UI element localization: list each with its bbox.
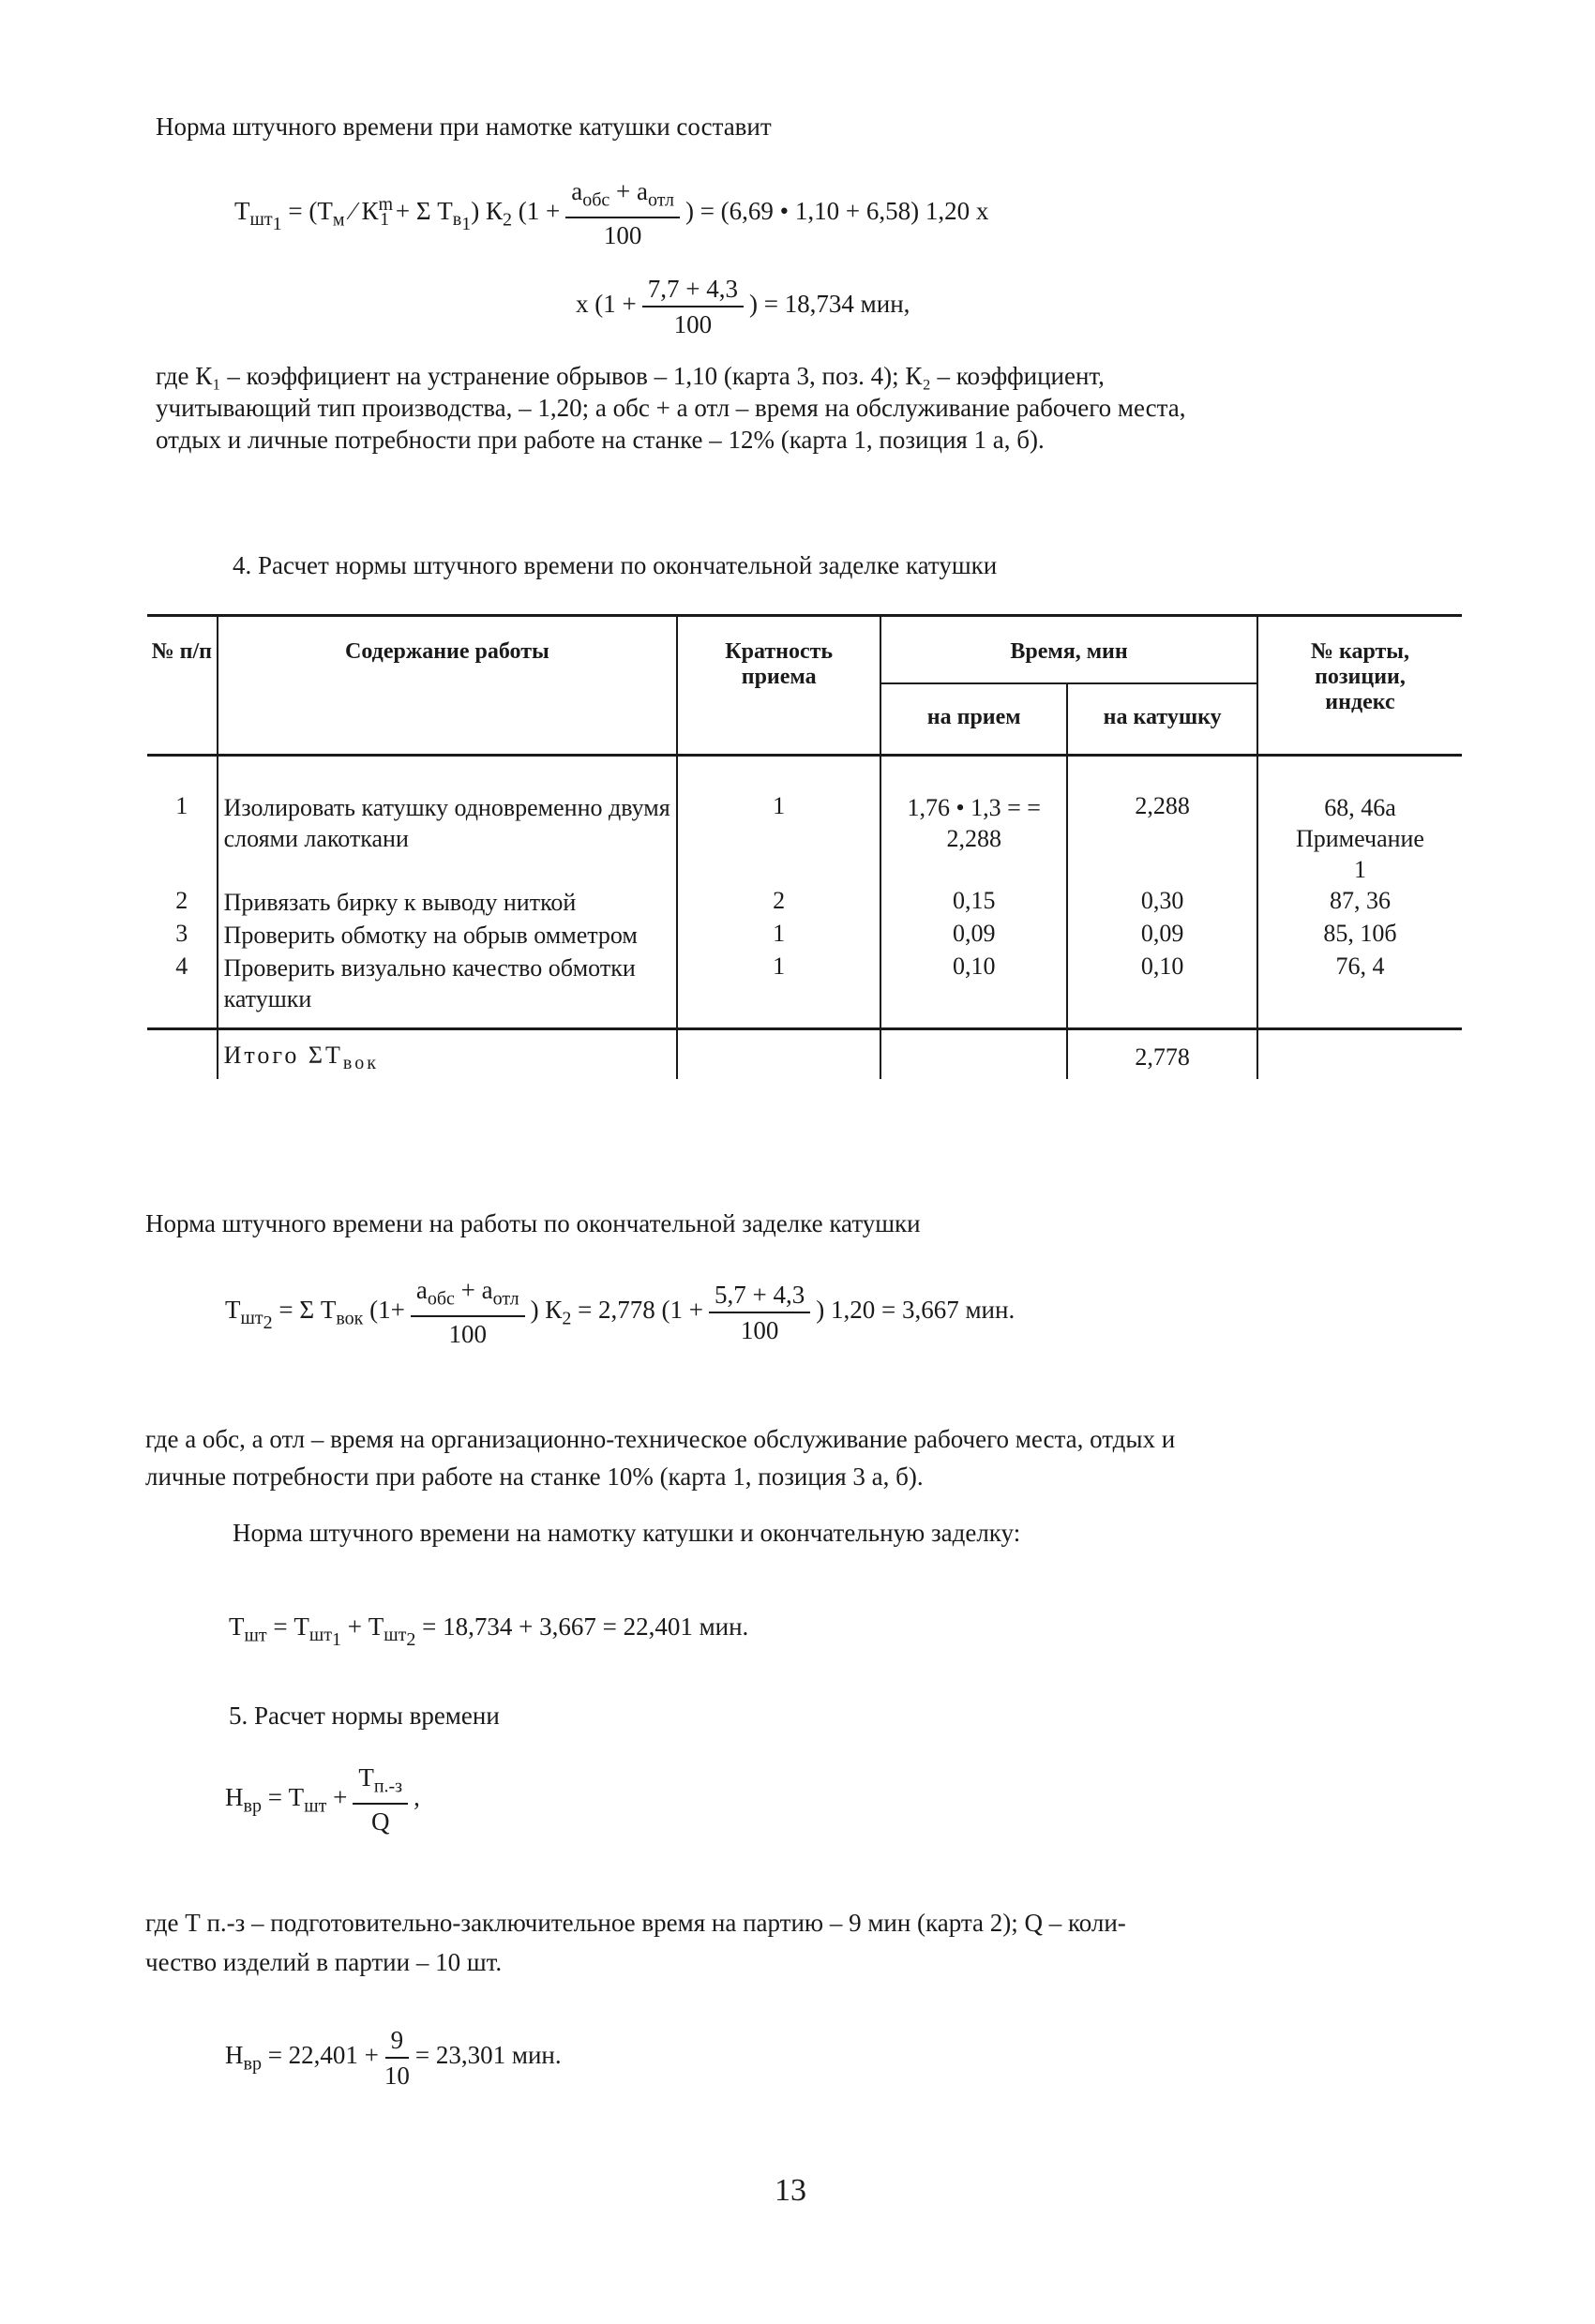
formula-hvr-result: $Н_{вр} = 22,401$ + $\frac{9}{10}$ = 23,301 мин. — [225, 2026, 562, 2090]
row-content: Проверить визуально качество обмотки катушки — [218, 951, 678, 1029]
row-mult: 1 — [677, 951, 880, 1029]
intro-text: Норма штучного времени при намотке катушки составит — [156, 112, 772, 141]
formula-tsht-total: $Т_{шт} = Т_{шт_1} + Т_{шт_2} = 18,734 + 3,667 = 22,401$ мин. — [229, 1612, 749, 1651]
formula-tsht1-cont — [576, 274, 910, 339]
formula5-num: 9 — [385, 2025, 410, 2059]
explanation-3 — [145, 1903, 1458, 1982]
formula-tsht1: $Т_{шт_1} = (Т_м$ ⁄ $К^m_1 + \Sigma$ $Т_{в_1}$) $К_2$ (1 + $\frac{a_{обс} + a_{отл}}{100}$ ) = (6,69 • 1,10 + 6,58) 1,20 х — [234, 177, 989, 250]
page-number: 13 — [775, 2173, 806, 2208]
explanation-1-line3: отдых и личные потребности при работе на станке – 12% (карта 1, позиция 1 а, б). — [156, 426, 1045, 454]
header-card: № карты, позиции, индекс — [1257, 616, 1462, 756]
header-content: Содержание работы — [218, 616, 678, 756]
row-mult: 2 — [677, 885, 880, 918]
formula2-frac2-den: 100 — [740, 1315, 779, 1344]
explanation-1 — [156, 360, 1459, 456]
row-step: 0,09 — [880, 918, 1067, 951]
table-row — [147, 951, 1462, 1029]
explanation-3-line2: чество изделий в партии – 10 шт. — [145, 1948, 503, 1976]
row-coil: 0,30 — [1067, 885, 1257, 918]
formula1-line2-den: 100 — [673, 310, 713, 338]
row-mult: 1 — [677, 756, 880, 886]
explanation-2-line2: личные потребности при работе на станке 10% (карта 1, позиция 3 а, б). — [145, 1462, 924, 1491]
row-coil: 2,288 — [1067, 756, 1257, 886]
formula1-rhs: ) = (6,69 • 1,10 + 6,58) 1,20 х — [685, 196, 989, 225]
row-mult: 1 — [677, 918, 880, 951]
explanation-2 — [145, 1420, 1458, 1495]
header-time: Время, мин — [880, 616, 1257, 684]
explanation-1-line2: учитывающий тип производства, – 1,20; a обс + a отл – время на обслуживание рабочего места, — [156, 394, 1186, 422]
formula1-line2-num: 7,7 + 4,3 — [642, 274, 744, 307]
row-coil: 0,09 — [1067, 918, 1257, 951]
header-multiplicity: Кратность приема — [677, 616, 880, 756]
row-content: Проверить обмотку на обрыв омметром — [218, 918, 678, 951]
row-step: 0,15 — [880, 885, 1067, 918]
row-num: 4 — [175, 952, 188, 980]
formula2-frac2-num: 5,7 + 4,3 — [709, 1280, 810, 1313]
row-card: 68, 46а Примечание 1 — [1257, 756, 1462, 886]
row-num: 3 — [175, 920, 188, 947]
row-content: Изолировать катушку одновременно двумя слоями лакоткани — [218, 756, 678, 886]
explanation-2-line1: где a обс, a отл – время на организационно-техническое обслуживание рабочего места, отдых и — [145, 1425, 1176, 1453]
formula5-result: = 23,301 мин. — [414, 2041, 562, 2070]
formula-hvr: $Н_{вр} = Т_{шт}$ + $\frac{Т_{п.-з}}{Q}$ , — [225, 1763, 420, 1837]
row-step: 0,10 — [880, 951, 1067, 1029]
section-4-title: 4. Расчет нормы штучного времени по окончательной заделке катушки — [233, 551, 998, 579]
formula5-den: 10 — [384, 2062, 410, 2090]
row-content: Привязать бирку к выводу ниткой — [218, 885, 678, 918]
formula-tsht2: $Т_{шт_2} = \Sigma$ $Т_{вок}$ (1+ $\frac{a_{обс} + a_{отл}}{100}$ ) $К_2 = 2,778$ (1 + $\frac{5,7 + 4,3}{100}$ ) 1,20 = 3,667 мин. — [225, 1276, 1016, 1349]
explanation-1-line1: где К₁ – коэффициент на устранение обрывов – 1,10 (карта 3, поз. 4); К₂ – коэффициент, — [156, 362, 1105, 390]
formula4-den: Q — [370, 1807, 390, 1837]
table-row — [147, 918, 1462, 951]
total-value: 2,778 — [1067, 1029, 1257, 1080]
table-row — [147, 756, 1462, 886]
row-card: 85, 10б — [1257, 918, 1462, 951]
formula3-text: = 18,734 + 3,667 = 22,401 мин. — [422, 1612, 749, 1641]
formula5-pre: = 22,401 + — [267, 2041, 379, 2070]
header-per-step: на прием — [880, 683, 1067, 756]
table-total-row — [147, 1029, 1462, 1080]
row-num: 2 — [175, 887, 188, 914]
norm-total-intro: Норма штучного времени на намотку катушки и окончательную заделку: — [233, 1519, 1021, 1547]
row-coil: 0,10 — [1067, 951, 1257, 1029]
header-num: № п/п — [151, 639, 213, 664]
table-row — [147, 885, 1462, 918]
norm2-intro: Норма штучного времени на работы по окончательной заделке катушки — [145, 1209, 921, 1237]
explanation-3-line1: где Т п.-з – подготовительно-заключительное время на партию – 9 мин (карта 2); Q – коли- — [145, 1909, 1126, 1937]
row-card: 76, 4 — [1257, 951, 1462, 1029]
row-card: 87, 36 — [1257, 885, 1462, 918]
formula1-line2-pre: х (1 + — [576, 290, 637, 319]
total-label: Итого $\Sigma Т_{вок}$ — [218, 1029, 678, 1080]
header-per-coil: на катушку — [1067, 683, 1257, 756]
formula1-line2-result: ) = 18,734 мин, — [748, 290, 910, 319]
row-step: 1,76 • 1,3 = = 2,288 — [880, 756, 1067, 886]
row-num: 1 — [175, 792, 188, 819]
section-5-title: 5. Расчет нормы времени — [229, 1702, 500, 1730]
work-table — [147, 614, 1462, 1079]
formula2-result: ) 1,20 = 3,667 мин. — [816, 1295, 1016, 1324]
